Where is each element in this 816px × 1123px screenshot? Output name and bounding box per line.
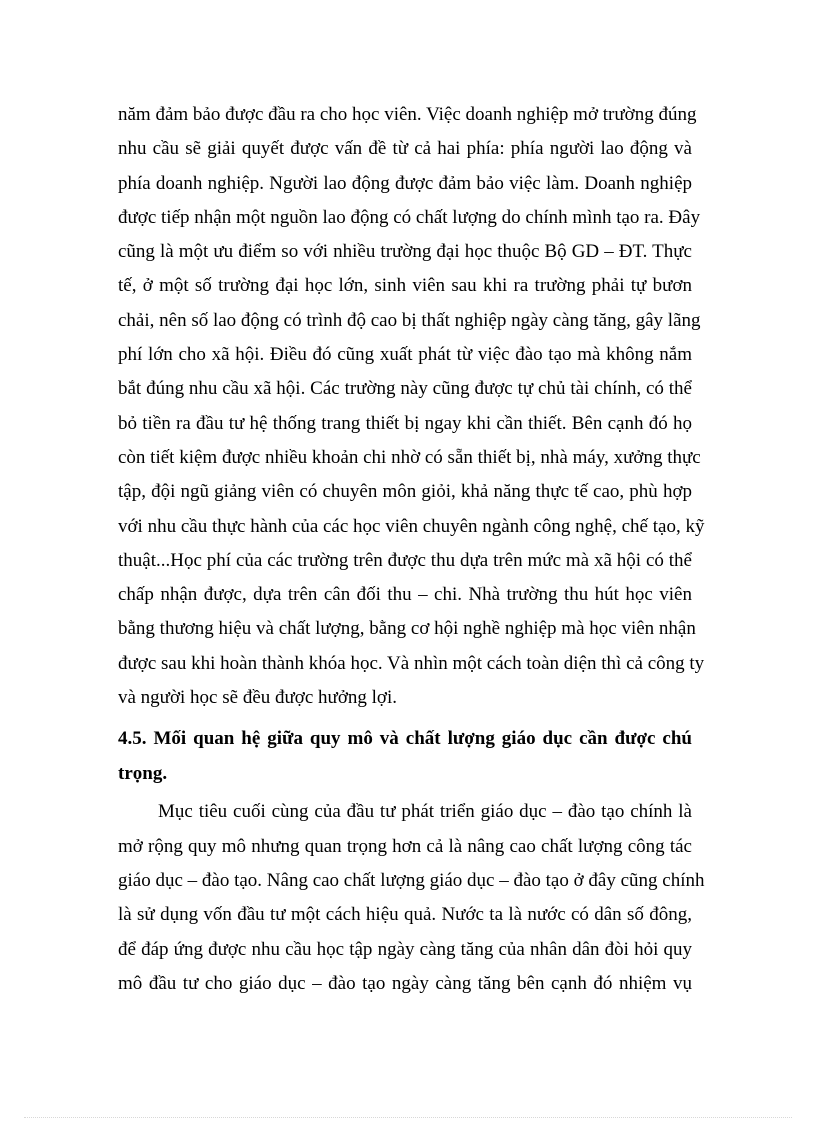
paragraph-line: bằng thương hiệu và chất lượng, bằng cơ hội nghề nghiệp mà học viên nhận [118, 618, 696, 640]
paragraph-line: và người học sẽ đều được hưởng lợi. [118, 687, 397, 709]
paragraph-line: chấp nhận được, dựa trên cân đối thu – chi. Nhà trường thu hút học viên [118, 584, 692, 606]
paragraph-line: được tiếp nhận một nguồn lao động có chất lượng do chính mình tạo ra. Đây [118, 206, 701, 228]
section-heading-line: trọng. [118, 762, 168, 784]
paragraph-line: chải, nên số lao động có trình độ cao bị thất nghiệp ngày càng tăng, gây lãng [118, 309, 701, 331]
page-bottom-divider [24, 1117, 792, 1118]
paragraph-line: cũng là một ưu điểm so với nhiều trường đại học thuộc Bộ GD – ĐT. Thực [118, 241, 692, 263]
section-heading [118, 722, 692, 791]
paragraph-line: phía doanh nghiệp. Người lao động được đảm bảo việc làm. Doanh nghiệp [118, 172, 692, 194]
paragraph-line: bỏ tiền ra đầu tư hệ thống trang thiết bị ngay khi cần thiết. Bên cạnh đó họ [118, 412, 692, 434]
paragraph-line: với nhu cầu thực hành của các học viên chuyên ngành công nghệ, chế tạo, kỹ [118, 515, 705, 537]
paragraph-first-line: Mục tiêu cuối cùng của đầu tư phát triển giáo dục – đào tạo chính là [158, 801, 692, 823]
paragraph-1 [118, 98, 705, 715]
paragraph-line: năm đảm bảo được đầu ra cho học viên. Việc doanh nghiệp mở trường đúng [118, 104, 697, 125]
paragraph-2 [118, 795, 705, 1001]
paragraph-line: thuật...Học phí của các trường trên được thu dựa trên mức mà xã hội có thể [118, 549, 692, 571]
paragraph-line: mô đầu tư cho giáo dục – đào tạo ngày càng tăng bên cạnh đó nhiệm vụ [118, 972, 692, 994]
paragraph-line: để đáp ứng được nhu cầu học tập ngày càng tăng của nhân dân đòi hỏi quy [118, 938, 692, 960]
paragraph-line: tập, đội ngũ giảng viên có chuyên môn giỏi, khả năng thực tế cao, phù hợp [118, 481, 692, 503]
paragraph-line: tế, ở một số trường đại học lớn, sinh viên sau khi ra trường phải tự bươn [118, 275, 692, 297]
paragraph-line: bắt đúng nhu cầu xã hội. Các trường này cũng được tự chủ tài chính, có thể [118, 378, 692, 400]
document-page [118, 98, 705, 1001]
paragraph-line: mở rộng quy mô nhưng quan trọng hơn cả là nâng cao chất lượng công tác [118, 835, 692, 857]
section-heading-line: 4.5. Mối quan hệ giữa quy mô và chất lượng giáo dục cần được chú [118, 728, 692, 750]
paragraph-line: còn tiết kiệm được nhiều khoản chi nhờ có sẵn thiết bị, nhà máy, xưởng thực [118, 446, 701, 468]
paragraph-line: giáo dục – đào tạo. Nâng cao chất lượng giáo dục – đào tạo ở đây cũng chính [118, 869, 705, 891]
paragraph-line: là sử dụng vốn đầu tư một cách hiệu quả. Nước ta là nước có dân số đông, [118, 904, 692, 926]
paragraph-line: phí lớn cho xã hội. Điều đó cũng xuất phát từ việc đào tạo mà không nắm [118, 344, 692, 366]
paragraph-line: nhu cầu sẽ giải quyết được vấn đề từ cả hai phía: phía người lao động và [118, 138, 692, 160]
paragraph-line: được sau khi hoàn thành khóa học. Và nhìn một cách toàn diện thì cả công ty [118, 652, 705, 674]
